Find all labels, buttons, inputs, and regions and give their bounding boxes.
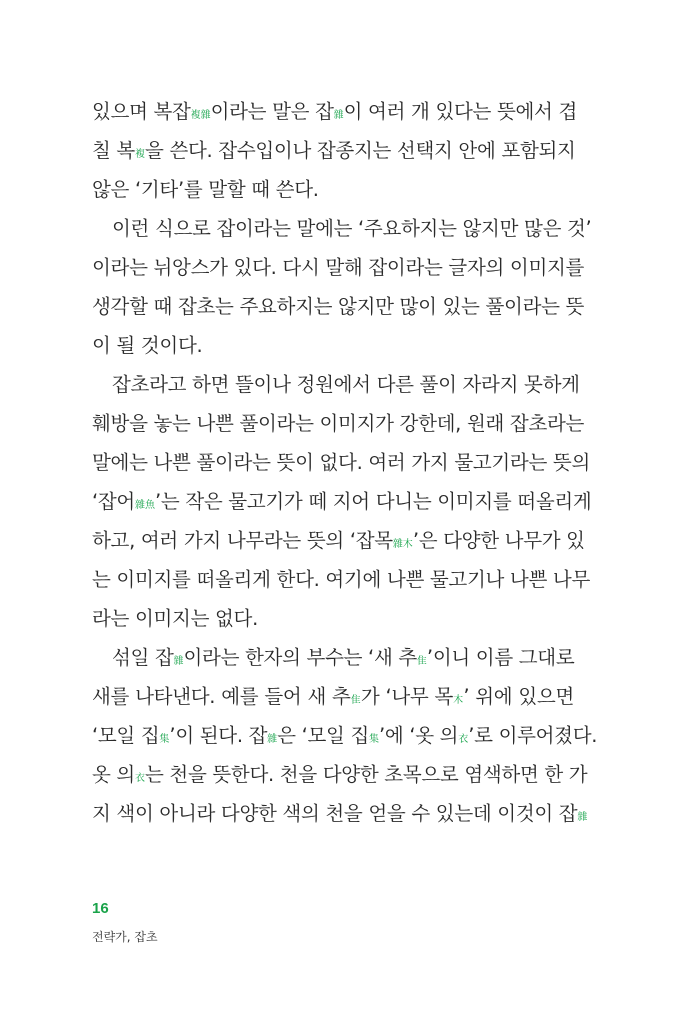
text-segment: ’은 다양한 나무가 있 xyxy=(412,529,585,552)
hanja-annotation: 隹 xyxy=(350,695,361,706)
page-number: 16 xyxy=(92,900,109,917)
hanja-annotation: 木 xyxy=(453,695,464,706)
text-segment: 잡초라고 하면 뜰이나 정원에서 다른 풀이 자라지 못하게 xyxy=(112,373,580,396)
text-segment: 칠 복 xyxy=(92,139,135,162)
text-segment: 은 ‘모일 집 xyxy=(277,724,370,747)
hanja-annotation: 隹 xyxy=(416,656,427,667)
text-line xyxy=(92,638,574,677)
text-line xyxy=(92,599,574,638)
text-segment: 지 색이 아니라 다양한 색의 천을 얻을 수 있는데 이것이 잡 xyxy=(92,802,578,825)
text-segment: ’ 위에 있으면 xyxy=(463,685,574,708)
text-line xyxy=(92,248,585,287)
text-segment: 이라는 말은 잡 xyxy=(210,100,334,123)
hanja-annotation: 雜 xyxy=(267,734,278,745)
text-segment: 새를 나타낸다. 예를 들어 새 추 xyxy=(92,685,351,708)
hanja-annotation: 雜 xyxy=(577,812,588,823)
text-segment: ’에 ‘옷 의 xyxy=(379,724,459,747)
text-segment: 이라는 한자의 부수는 ‘새 추 xyxy=(183,646,417,669)
text-segment: 훼방을 놓는 나쁜 풀이라는 이미지가 강한데, 원래 잡초라는 xyxy=(92,412,585,435)
hanja-annotation: 雜 xyxy=(333,110,344,121)
text-segment: 을 쓴다. 잡수입이나 잡종지는 선택지 안에 포함되지 xyxy=(144,139,576,162)
text-line xyxy=(92,755,588,794)
text-segment: 이런 식으로 잡이라는 말에는 ‘주요하지는 않지만 많은 것’ xyxy=(112,217,592,240)
hanja-annotation: 複 xyxy=(134,149,145,160)
text-segment: ’는 작은 물고기가 떼 지어 다니는 이미지를 떠올리게 xyxy=(154,490,592,513)
text-line xyxy=(92,794,588,833)
text-segment: 옷 의 xyxy=(92,763,135,786)
text-segment: ’이 된다. 잡 xyxy=(169,724,268,747)
hanja-annotation: 衣 xyxy=(134,773,145,784)
text-line xyxy=(92,209,592,248)
text-segment: 이라는 뉘앙스가 있다. 다시 말해 잡이라는 글자의 이미지를 xyxy=(92,256,585,279)
text-segment: 는 천을 뜻한다. 천을 다양한 초목으로 염색하면 한 가 xyxy=(144,763,588,786)
hanja-annotation: 雜 xyxy=(173,656,184,667)
text-line xyxy=(92,170,574,209)
text-segment: 섞일 잡 xyxy=(112,646,174,669)
text-segment: ’로 이루어졌다. xyxy=(468,724,598,747)
text-segment: ’이니 이름 그대로 xyxy=(426,646,575,669)
text-line xyxy=(92,326,574,365)
hanja-annotation: 雜魚 xyxy=(134,500,155,511)
text-segment: 생각할 때 잡초는 주요하지는 않지만 많이 있는 풀이라는 뜻 xyxy=(92,295,585,318)
hanja-annotation: 衣 xyxy=(458,734,469,745)
text-line xyxy=(92,716,598,755)
text-segment: 이 여러 개 있다는 뜻에서 겹 xyxy=(343,100,578,123)
text-segment: ‘잡어 xyxy=(92,490,135,513)
text-line xyxy=(92,521,585,560)
running-title: 전략가, 잡초 xyxy=(92,930,158,944)
text-segment: 가 ‘나무 목 xyxy=(360,685,454,708)
text-line xyxy=(92,482,592,521)
text-line xyxy=(92,443,590,482)
text-segment: 는 이미지를 떠올리게 한다. 여기에 나쁜 물고기나 나쁜 나무 xyxy=(92,568,590,591)
text-segment: 않은 ‘기타’를 말할 때 쓴다. xyxy=(92,178,319,201)
text-line xyxy=(92,404,585,443)
text-line xyxy=(92,92,578,131)
body-text xyxy=(92,92,598,833)
text-line xyxy=(92,287,585,326)
hanja-annotation: 複雜 xyxy=(190,110,211,121)
text-segment: 라는 이미지는 없다. xyxy=(92,607,258,630)
text-line xyxy=(92,365,580,404)
text-segment: 말에는 나쁜 풀이라는 뜻이 없다. 여러 가지 물고기라는 뜻의 xyxy=(92,451,590,474)
text-segment: ‘모일 집 xyxy=(92,724,160,747)
hanja-annotation: 集 xyxy=(159,734,170,745)
hanja-annotation: 雜木 xyxy=(392,539,413,550)
text-segment: 하고, 여러 가지 나무라는 뜻의 ‘잡목 xyxy=(92,529,393,552)
text-line xyxy=(92,131,574,170)
text-segment: 있으며 복잡 xyxy=(92,100,191,123)
text-segment: 이 될 것이다. xyxy=(92,334,203,357)
text-line xyxy=(92,560,590,599)
text-line xyxy=(92,677,574,716)
hanja-annotation: 集 xyxy=(369,734,380,745)
